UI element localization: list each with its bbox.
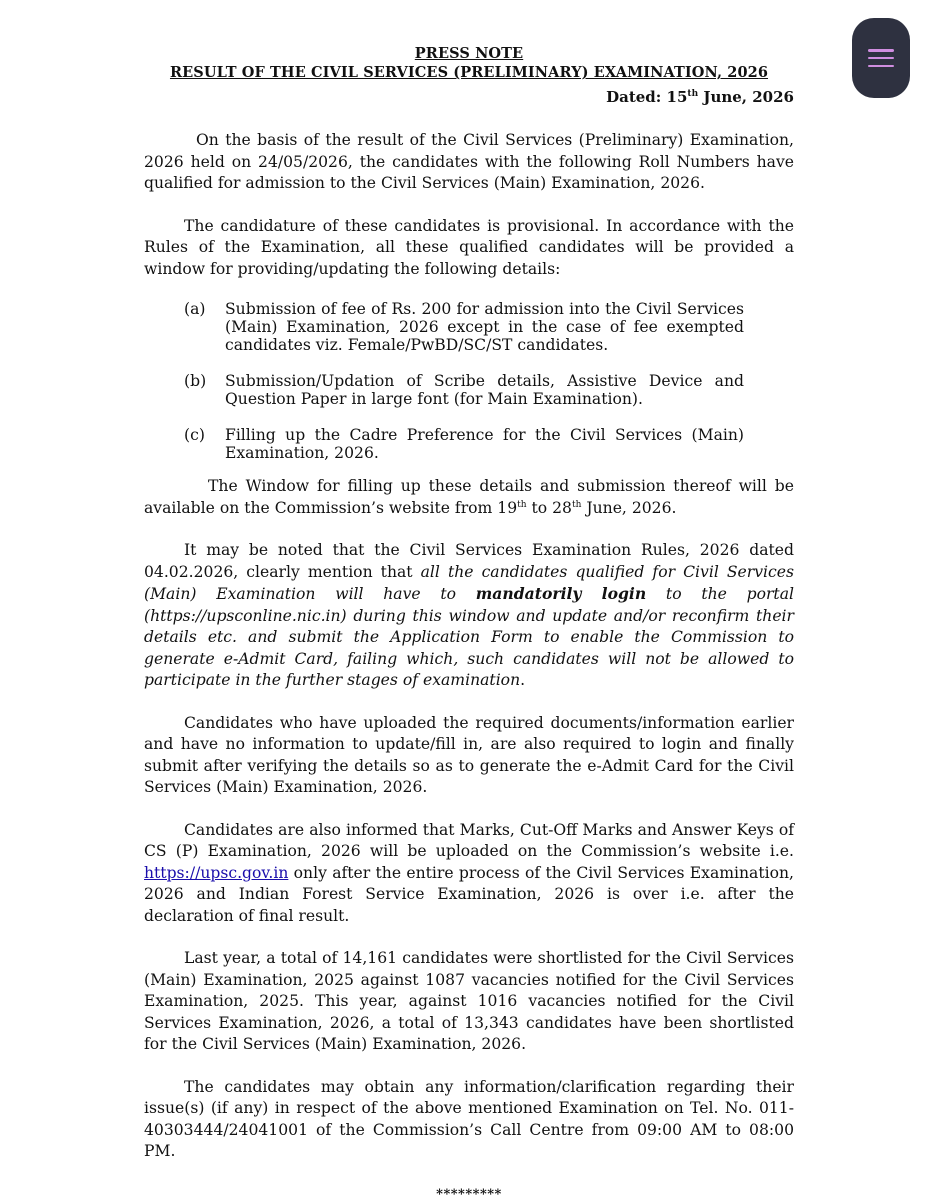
paragraph-7: Last year, a total of 14,161 candidates were shortlisted for the Civil Services (Main) Examination, 2025 against 1087 vacancies notified for the Civil Services Examination, 2025. This year, against 1016 vacancies notified for the Civil Services Examination, 2026, a total of 13,343 candidates have been shortlisted for the Civil Services (Main) Examination, 2026. <box>144 949 794 1053</box>
list-marker: (a) <box>184 300 206 318</box>
paragraph-2: The candidature of these candidates is provisional. In accordance with the Rules of the Examination, all these qualified candidates will be provided a window for providing/updating the following details: <box>144 216 794 278</box>
date-line: Dated: 15th June, 2026 <box>606 88 794 106</box>
press-note-document <box>144 44 794 1202</box>
paragraph-3: The Window for filling up these details and submission thereof will be available on the Commission’s website from 19th to 28th June, 2026. <box>144 477 794 517</box>
list-item <box>184 300 744 354</box>
paragraph-6: Candidates are also informed that Marks, Cut-Off Marks and Answer Keys of CS (P) Examination, 2026 will be uploaded on the Commission’s website i.e. https://upsc.gov.in only after the entire process of the Civil Services Examination, 2026 and Indian Forest Service Examination, 2026 is over i.e. after the declaration of final result. <box>144 820 794 925</box>
list-item-text: Filling up the Cadre Preference for the Civil Services (Main) Examination, 2026. <box>225 426 744 462</box>
list-marker: (b) <box>184 372 207 390</box>
list-item <box>184 426 744 462</box>
menu-button[interactable] <box>852 18 910 98</box>
list-item <box>184 372 744 408</box>
list-item-text: Submission of fee of Rs. 200 for admission into the Civil Services (Main) Examination, 2026 except in the case of fee exempted candidates viz. Female/PwBD/SC/ST candidates. <box>225 300 744 354</box>
press-note-heading: PRESS NOTE <box>414 45 524 62</box>
upsc-website-link[interactable]: https://upsc.gov.in <box>144 863 289 882</box>
hamburger-menu-icon <box>868 49 894 67</box>
details-list <box>184 300 744 462</box>
list-item-text: Submission/Updation of Scribe details, Assistive Device and Question Paper in large font (for Main Examination). <box>225 372 744 408</box>
paragraph-4: It may be noted that the Civil Services Examination Rules, 2026 dated 04.02.2026, clearly mention that all the candidates qualified for Civil Services (Main) Examination will have to mandatorily login to the portal (https://upsconline.nic.in) during this window and update and/or reconfirm their details etc. and submit the Application Form to enable the Commission to generate e-Admit Card, failing which, such candidates will not be allowed to participate in the further stages of examination. <box>144 541 794 689</box>
paragraph-1: On the basis of the result of the Civil Services (Preliminary) Examination, 2026 held on 24/05/2026, the candidates with the following Roll Numbers have qualified for admission to the Civil Services (Main) Examination, 2026. <box>144 131 794 192</box>
paragraph-5: Candidates who have uploaded the required documents/information earlier and have no information to update/fill in, are also required to login and finally submit after verifying the details so as to generate the e-Admit Card for the Civil Services (Main) Examination, 2026. <box>144 713 794 796</box>
end-of-document-marker: ********* <box>436 1186 502 1202</box>
paragraph-8: The candidates may obtain any information/clarification regarding their issue(s) (if any) in respect of the above mentioned Examination on Tel. No. 011-40303444/24041001 of the Commission’s Call Centre from 09:00 AM to 08:00 PM. <box>144 1077 794 1160</box>
document-title: RESULT OF THE CIVIL SERVICES (PRELIMINARY) EXAMINATION, 2026 <box>169 64 769 81</box>
list-marker: (c) <box>184 426 205 444</box>
